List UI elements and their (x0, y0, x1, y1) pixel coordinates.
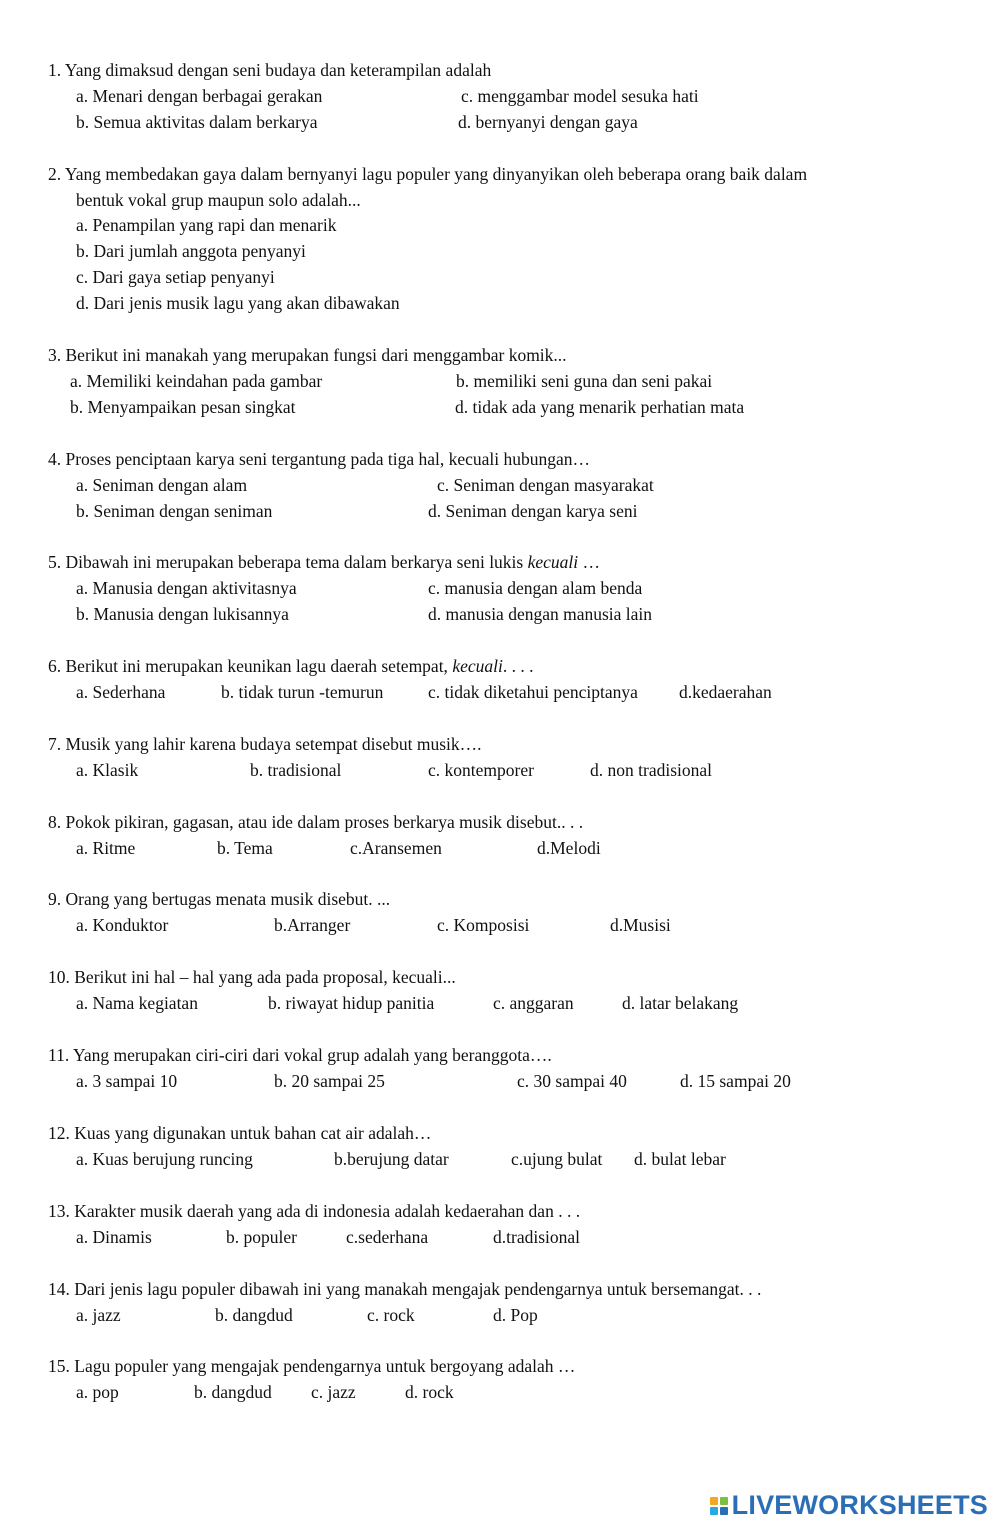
q15-option-a: a. pop (76, 1382, 119, 1402)
q9-text: 9. Orang yang bertugas menata musik disebut. ... (48, 889, 391, 909)
q9-option-b: b.Arranger (274, 915, 351, 935)
q11-option-d: d. 15 sampai 20 (680, 1071, 791, 1091)
q11-option-a: a. 3 sampai 10 (76, 1071, 178, 1091)
q1-option-c: c. menggambar model sesuka hati (461, 86, 699, 106)
q1-option-a: a. Menari dengan berbagai gerakan (76, 86, 323, 106)
q1-option-b: b. Semua aktivitas dalam berkarya (76, 112, 318, 132)
q13-option-d: d.tradisional (493, 1227, 580, 1247)
q5-text (48, 554, 600, 572)
logo-square-4 (720, 1507, 728, 1515)
q15-option-c: c. jazz (311, 1382, 356, 1402)
q5-text-emphasis: kecuali (527, 552, 579, 572)
q6-option-c: c. tidak diketahui penciptanya (428, 682, 638, 702)
q9-option-d: d.Musisi (610, 915, 671, 935)
q3-option-b: b. memiliki seni guna dan seni pakai (456, 371, 713, 391)
q7-option-b: b. tradisional (250, 760, 342, 780)
q1-option-d: d. bernyanyi dengan gaya (458, 112, 638, 132)
q14-option-b: b. dangdud (215, 1305, 293, 1325)
q15-text: 15. Lagu populer yang mengajak pendengarnya untuk bergoyang adalah … (48, 1356, 576, 1376)
q13-option-b: b. populer (226, 1227, 297, 1247)
q2-option-b: b. Dari jumlah anggota penyanyi (76, 241, 306, 261)
q11-option-c: c. 30 sampai 40 (517, 1071, 627, 1091)
q12-option-a: a. Kuas berujung runcing (76, 1149, 253, 1169)
q5-option-a: a. Manusia dengan aktivitasnya (76, 578, 297, 598)
q7-option-a: a. Klasik (76, 760, 139, 780)
q12-option-d: d. bulat lebar (634, 1149, 726, 1169)
q3-option-a: a. Memiliki keindahan pada gambar (70, 371, 323, 391)
q6-option-d: d.kedaerahan (679, 682, 772, 702)
watermark-text: LIVEWORKSHEETS (731, 1490, 988, 1520)
q10-option-b: b. riwayat hidup panitia (268, 993, 435, 1013)
q11-text: 11. Yang merupakan ciri-ciri dari vokal grup adalah yang beranggota…. (48, 1045, 552, 1065)
liveworksheets-logo-icon (710, 1497, 728, 1515)
q8-option-d: d.Melodi (537, 838, 601, 858)
q2-text-cont: bentuk vokal grup maupun solo adalah... (76, 190, 361, 210)
q8-option-c: c.Aransemen (350, 838, 442, 858)
q7-text: 7. Musik yang lahir karena budaya setempat disebut musik…. (48, 734, 482, 754)
q14-text: 14. Dari jenis lagu populer dibawah ini yang manakah mengajak pendengarnya untuk bersemangat. . . (48, 1279, 762, 1299)
q1-text: 1. Yang dimaksud dengan seni budaya dan keterampilan adalah (48, 60, 492, 80)
q14-option-a: a. jazz (76, 1305, 121, 1325)
q3-option-b2: b. Menyampaikan pesan singkat (70, 397, 296, 417)
q4-option-a: a. Seniman dengan alam (76, 475, 248, 495)
q7-option-c: c. kontemporer (428, 760, 534, 780)
q4-option-b: b. Seniman dengan seniman (76, 501, 273, 521)
q6-option-b: b. tidak turun -temurun (221, 682, 384, 702)
q5-option-b: b. Manusia dengan lukisannya (76, 604, 289, 624)
q3-text: 3. Berikut ini manakah yang merupakan fungsi dari menggambar komik... (48, 345, 567, 365)
q10-option-a: a. Nama kegiatan (76, 993, 198, 1013)
liveworksheets-watermark (710, 1490, 988, 1521)
q10-option-d: d. latar belakang (622, 993, 739, 1013)
q12-option-c: c.ujung bulat (511, 1149, 603, 1169)
q6-option-a: a. Sederhana (76, 682, 166, 702)
q8-text: 8. Pokok pikiran, gagasan, atau ide dalam proses berkarya musik disebut.. . . (48, 812, 584, 832)
q9-option-c: c. Komposisi (437, 915, 530, 935)
q14-option-c: c. rock (367, 1305, 415, 1325)
q3-option-d: d. tidak ada yang menarik perhatian mata (455, 397, 745, 417)
q12-text: 12. Kuas yang digunakan untuk bahan cat air adalah… (48, 1123, 432, 1143)
q2-option-c: c. Dari gaya setiap penyanyi (76, 267, 275, 287)
q8-option-b: b. Tema (217, 838, 273, 858)
q5-option-d: d. manusia dengan manusia lain (428, 604, 653, 624)
q8-option-a: a. Ritme (76, 838, 136, 858)
q2-option-a: a. Penampilan yang rapi dan menarik (76, 215, 337, 235)
q5-option-c: c. manusia dengan alam benda (428, 578, 643, 598)
q6-text-end: . . . . (502, 656, 534, 676)
q15-option-b: b. dangdud (194, 1382, 272, 1402)
q7-option-d: d. non tradisional (590, 760, 712, 780)
q4-option-d: d. Seniman dengan karya seni (428, 501, 638, 521)
q5-text-main: 5. Dibawah ini merupakan beberapa tema dalam berkarya seni lukis (48, 552, 528, 572)
q5-text-end: … (578, 552, 601, 572)
q2-text: 2. Yang membedakan gaya dalam bernyanyi lagu populer yang dinyanyikan oleh beberapa orang baik dalam (48, 164, 808, 184)
logo-square-1 (710, 1497, 718, 1505)
q9-option-a: a. Konduktor (76, 915, 169, 935)
q11-option-b: b. 20 sampai 25 (274, 1071, 385, 1091)
q13-text: 13. Karakter musik daerah yang ada di indonesia adalah kedaerahan dan . . . (48, 1201, 581, 1221)
q12-option-b: b.berujung datar (334, 1149, 449, 1169)
q13-option-a: a. Dinamis (76, 1227, 152, 1247)
q4-text: 4. Proses penciptaan karya seni tergantung pada tiga hal, kecuali hubungan… (48, 449, 591, 469)
q14-option-d: d. Pop (493, 1305, 538, 1325)
q10-option-c: c. anggaran (493, 993, 574, 1013)
logo-square-2 (720, 1497, 728, 1505)
q15-option-d: d. rock (405, 1382, 454, 1402)
q6-text (48, 658, 533, 676)
q10-text: 10. Berikut ini hal – hal yang ada pada proposal, kecuali... (48, 967, 456, 987)
logo-square-3 (710, 1507, 718, 1515)
q6-text-emphasis: kecuali (452, 656, 503, 676)
q4-option-c: c. Seniman dengan masyarakat (437, 475, 654, 495)
q2-option-d: d. Dari jenis musik lagu yang akan dibawakan (76, 293, 400, 313)
q13-option-c: c.sederhana (346, 1227, 429, 1247)
q6-text-main: 6. Berikut ini merupakan keunikan lagu daerah setempat, (48, 656, 453, 676)
